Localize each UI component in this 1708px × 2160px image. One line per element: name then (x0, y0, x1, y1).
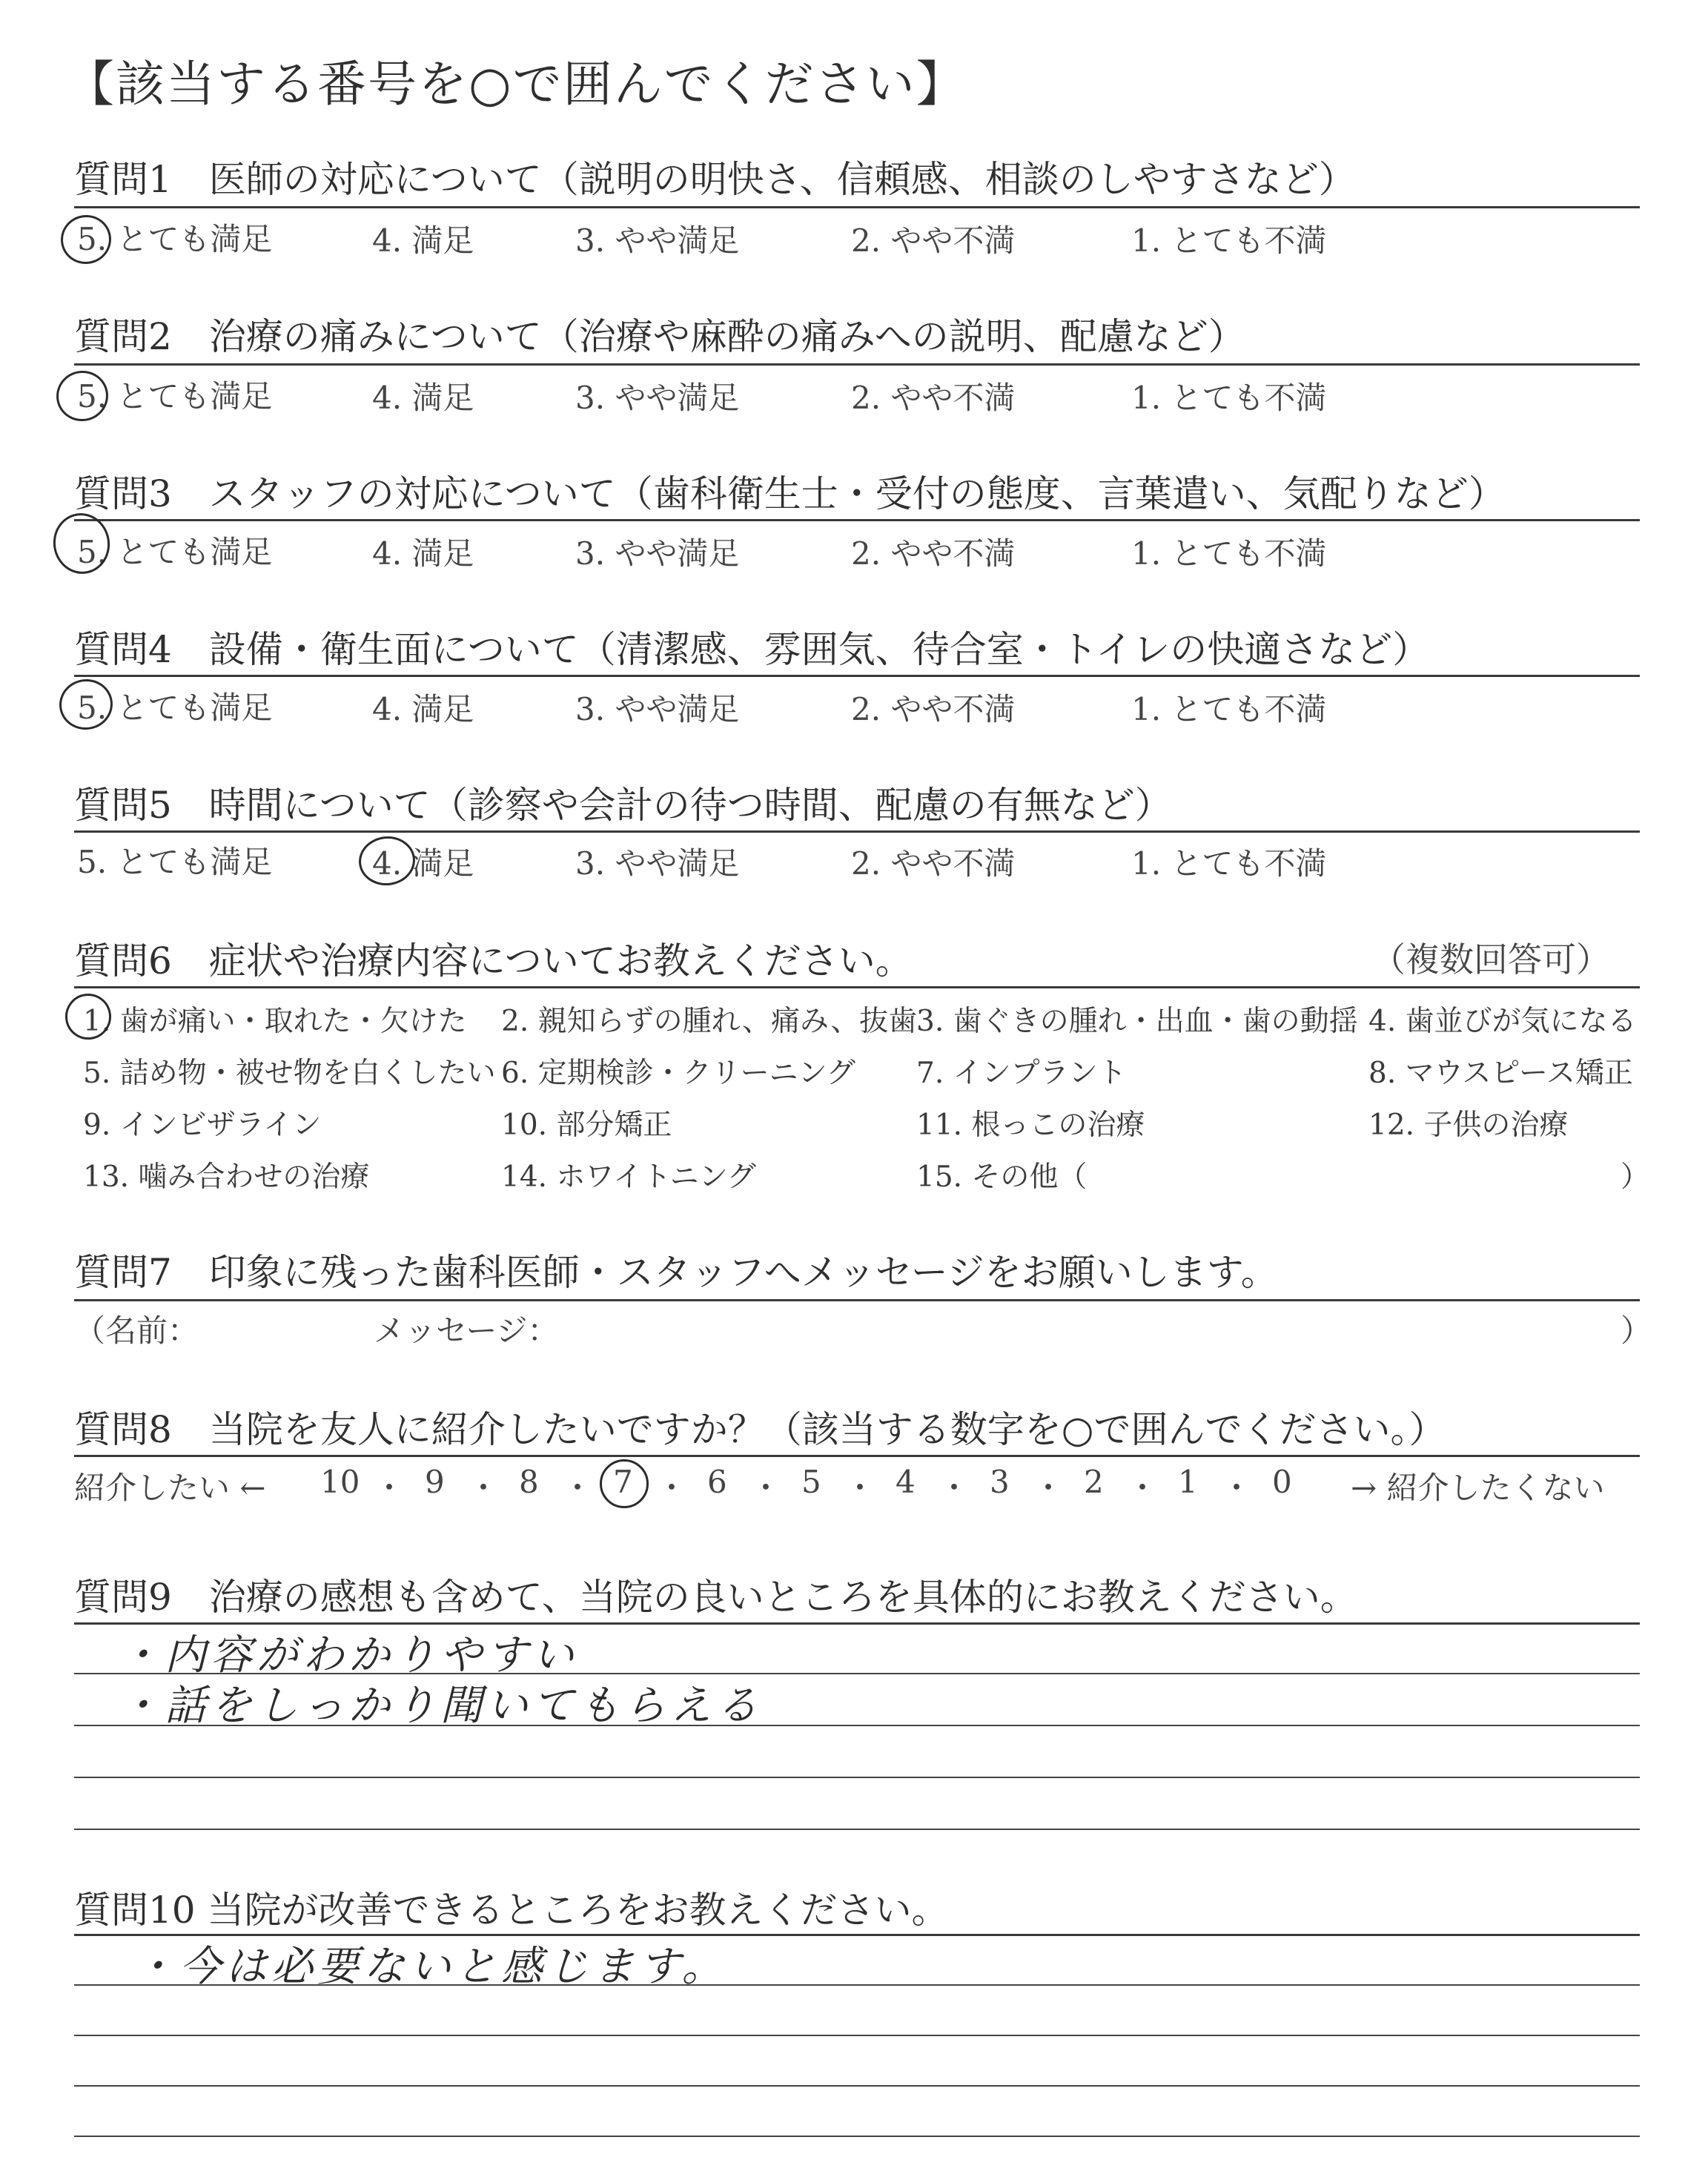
scale-value-7[interactable]: 7 (613, 1464, 633, 1500)
scale-value-4[interactable]: 4 (896, 1464, 916, 1500)
q3-option-5[interactable]: 5. とても満足 (77, 534, 273, 570)
scale-value-1[interactable]: 1 (1178, 1464, 1198, 1500)
q3-option-1[interactable]: 1. とても不満 (1131, 535, 1327, 572)
question-8-heading: 質問8 当院を友人に紹介したいですか？（該当する数字を○で囲んでください。） (74, 1408, 1446, 1451)
q9-answer-2: ・話をしっかり聞いてもらえる (119, 1682, 762, 1730)
q6-item-11[interactable]: 11. 根っこの治療 (916, 1109, 1145, 1142)
scale-value-6[interactable]: 6 (707, 1464, 727, 1500)
divider (74, 206, 1640, 208)
scale-separator: ・ (656, 1470, 688, 1506)
question-4-heading: 質問4 設備・衛生面について（清潔感、雰囲気、待合室・トイレの快適さなど） (74, 628, 1430, 671)
message-label: メッセージ： (374, 1312, 559, 1349)
question-5-heading: 質問5 時間について（診察や会計の待つ時間、配慮の有無など） (74, 784, 1172, 827)
divider (74, 519, 1640, 521)
divider (74, 830, 1640, 833)
q4-option-2[interactable]: 2. やや不満 (851, 691, 1016, 727)
q4-option-3[interactable]: 3. やや満足 (575, 691, 740, 727)
recommend-label: 紹介したい ← (74, 1470, 266, 1506)
scale-value-0[interactable]: 0 (1272, 1464, 1292, 1500)
q2-option-3[interactable]: 3. やや満足 (575, 380, 740, 416)
q5-option-3[interactable]: 3. やや満足 (575, 845, 740, 882)
q6-item-2[interactable]: 2. 親知らずの腫れ、痛み、抜歯 (501, 1005, 918, 1038)
q1-option-5[interactable]: 5. とても満足 (77, 221, 273, 257)
divider (74, 986, 1640, 988)
answer-line (74, 1829, 1640, 1830)
scale-separator: ・ (844, 1470, 876, 1506)
form-title: 【該当する番号を○で囲んでください】 (65, 56, 967, 113)
q1-option-2[interactable]: 2. やや不満 (851, 222, 1016, 259)
question-3-heading: 質問3 スタッフの対応について（歯科衛生士・受付の態度、言葉遣い、気配りなど） (74, 472, 1506, 515)
q6-item-12[interactable]: 12. 子供の治療 (1368, 1109, 1569, 1142)
scale-separator: ・ (750, 1470, 782, 1506)
divider (74, 1299, 1640, 1301)
scale-separator: ・ (562, 1470, 594, 1506)
divider (74, 1455, 1640, 1457)
q4-option-4[interactable]: 4. 満足 (372, 691, 474, 727)
name-label: （名前： (74, 1312, 199, 1349)
q4-option-1[interactable]: 1. とても不満 (1131, 691, 1327, 727)
q6-item-10[interactable]: 10. 部分矯正 (501, 1109, 672, 1142)
scale-value-5[interactable]: 5 (801, 1464, 821, 1500)
question-2-heading: 質問2 治療の痛みについて（治療や麻酔の痛みへの説明、配慮など） (74, 315, 1245, 358)
q5-option-5[interactable]: 5. とても満足 (77, 844, 273, 880)
q6-item-7[interactable]: 7. インプラント (916, 1057, 1127, 1090)
question-9-heading: 質問9 治療の感想も含めて、当院の良いところを具体的にお教えください。 (74, 1576, 1357, 1619)
q6-item-4[interactable]: 4. 歯並びが気になる (1368, 1005, 1637, 1038)
question-6-heading: 質問6 症状や治療内容についてお教えください。 (74, 939, 913, 982)
scale-separator: ・ (1127, 1470, 1159, 1506)
scale-value-3[interactable]: 3 (990, 1464, 1010, 1500)
q6-item-14[interactable]: 14. ホワイトニング (501, 1160, 756, 1194)
q6-other-close-paren: ） (1621, 1160, 1650, 1194)
q2-option-1[interactable]: 1. とても不満 (1131, 380, 1327, 416)
scale-value-9[interactable]: 9 (425, 1464, 445, 1500)
scale-separator: ・ (1221, 1470, 1253, 1506)
answer-line (74, 1777, 1640, 1778)
answer-line (74, 2035, 1640, 2036)
q1-option-1[interactable]: 1. とても不満 (1131, 222, 1327, 259)
q6-item-5[interactable]: 5. 詰め物・被せ物を白くしたい (83, 1057, 496, 1090)
q6-item-3[interactable]: 3. 歯ぐきの腫れ・出血・歯の動揺 (916, 1005, 1358, 1038)
scale-separator: ・ (468, 1470, 500, 1506)
scale-value-10[interactable]: 10 (320, 1464, 360, 1500)
question-10-heading: 質問10 当院が改善できるところをお教えください。 (74, 1889, 949, 1932)
not-recommend-label: → 紹介したくない (1351, 1470, 1605, 1506)
q3-option-2[interactable]: 2. やや不満 (851, 535, 1016, 572)
q6-item-1[interactable]: 1. 歯が痛い・取れた・欠けた (83, 1005, 467, 1038)
q1-option-3[interactable]: 3. やや満足 (575, 222, 740, 259)
q2-option-5[interactable]: 5. とても満足 (77, 378, 273, 415)
q2-option-2[interactable]: 2. やや不満 (851, 380, 1016, 416)
q9-answer-1: ・内容がわかりやすい (119, 1631, 578, 1680)
scale-value-2[interactable]: 2 (1084, 1464, 1104, 1500)
answer-line (74, 2085, 1640, 2087)
q2-option-4[interactable]: 4. 満足 (372, 380, 474, 416)
q6-item-9[interactable]: 9. インビザライン (83, 1109, 322, 1142)
q4-option-5[interactable]: 5. とても満足 (77, 690, 273, 726)
q3-option-4[interactable]: 4. 満足 (372, 535, 474, 572)
scale-separator: ・ (939, 1470, 970, 1506)
question-1-heading: 質問1 医師の対応について（説明の明快さ、信頼感、相談のしやすさなど） (74, 158, 1356, 201)
scale-separator: ・ (1033, 1470, 1065, 1506)
answer-line (74, 2136, 1640, 2137)
q6-item-8[interactable]: 8. マウスピース矯正 (1368, 1057, 1633, 1090)
divider (74, 363, 1640, 366)
q5-option-1[interactable]: 1. とても不満 (1131, 845, 1327, 882)
selection-circle (600, 1459, 649, 1508)
q6-item-6[interactable]: 6. 定期検診・クリーニング (501, 1057, 855, 1090)
q3-option-3[interactable]: 3. やや満足 (575, 535, 740, 572)
q6-item-15-other[interactable]: 15. その他（ (916, 1160, 1088, 1194)
scale-separator: ・ (374, 1470, 406, 1506)
scale-value-8[interactable]: 8 (519, 1464, 539, 1500)
q1-option-4[interactable]: 4. 満足 (372, 222, 474, 259)
question-7-heading: 質問7 印象に残った歯科医師・スタッフへメッセージをお願いします。 (74, 1251, 1278, 1294)
divider (74, 675, 1640, 677)
multiple-answer-note: （複数回答可） (1371, 939, 1610, 980)
q6-item-13[interactable]: 13. 噛み合わせの治療 (83, 1160, 370, 1194)
q5-option-4[interactable]: 4. 満足 (372, 845, 474, 882)
q5-option-2[interactable]: 2. やや不満 (851, 845, 1016, 882)
q10-answer-1: ・今は必要ないと感じます。 (133, 1943, 728, 1991)
q7-close-paren: ） (1621, 1312, 1652, 1349)
